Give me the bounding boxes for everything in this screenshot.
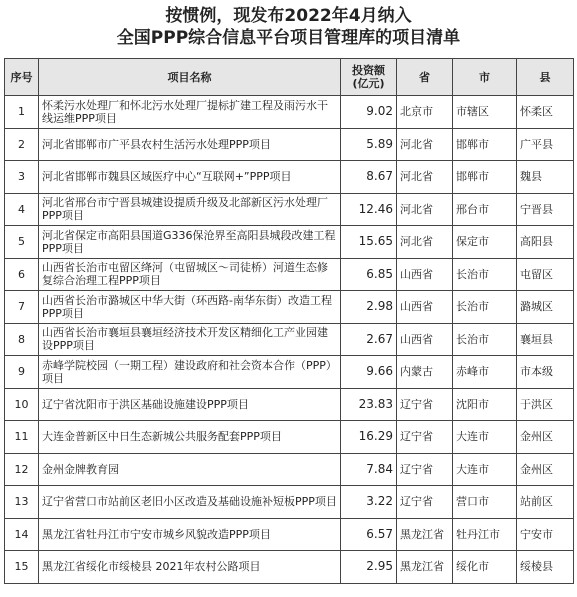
header-investment: 投资额(亿元): [341, 59, 397, 96]
cell-province: 河北省: [397, 193, 453, 226]
table-row: [5, 128, 574, 161]
cell-province: 河北省: [397, 128, 453, 161]
cell-city: 邯郸市: [453, 161, 517, 194]
table-row: [5, 258, 574, 291]
cell-province: 辽宁省: [397, 421, 453, 454]
table-header-row: [5, 59, 574, 96]
cell-no: 6: [5, 258, 39, 291]
cell-province: 北京市: [397, 96, 453, 129]
cell-project-name: 金州金牌教育园: [39, 453, 341, 486]
cell-no: 7: [5, 291, 39, 324]
cell-province: 山西省: [397, 258, 453, 291]
cell-county: 绥棱县: [517, 551, 574, 584]
cell-city: 牡丹江市: [453, 518, 517, 551]
cell-investment: 12.46: [341, 193, 397, 226]
cell-no: 15: [5, 551, 39, 584]
cell-city: 绥化市: [453, 551, 517, 584]
cell-county: 站前区: [517, 486, 574, 519]
cell-county: 宁安市: [517, 518, 574, 551]
cell-province: 黑龙江省: [397, 518, 453, 551]
table-row: [5, 96, 574, 129]
cell-investment: 9.66: [341, 356, 397, 389]
cell-project-name: 河北省邢台市宁晋县城建设提质升级及北部新区污水处理厂PPP项目: [39, 193, 341, 226]
cell-investment: 2.98: [341, 291, 397, 324]
table-row: [5, 193, 574, 226]
document-title: [0, 0, 577, 58]
cell-city: 邯郸市: [453, 128, 517, 161]
cell-city: 邢台市: [453, 193, 517, 226]
table-row: [5, 388, 574, 421]
cell-project-name: 河北省保定市高阳县国道G336保沧界至高阳县城段改建工程PPP项目: [39, 226, 341, 259]
cell-province: 河北省: [397, 161, 453, 194]
cell-city: 长治市: [453, 323, 517, 356]
cell-investment: 15.65: [341, 226, 397, 259]
cell-county: 市本级: [517, 356, 574, 389]
cell-investment: 2.95: [341, 551, 397, 584]
cell-project-name: 赤峰学院校园（一期工程）建设政府和社会资本合作（PPP）项目: [39, 356, 341, 389]
title-line-1: 按惯例，现发布2022年4月纳入: [165, 6, 412, 26]
cell-city: 市辖区: [453, 96, 517, 129]
table-row: [5, 518, 574, 551]
cell-no: 11: [5, 421, 39, 454]
cell-project-name: 山西省长治市屯留区绛河（屯留城区～司徒桥）河道生态修复综合治理工程PPP项目: [39, 258, 341, 291]
header-city: 市: [453, 59, 517, 96]
cell-county: 怀柔区: [517, 96, 574, 129]
cell-no: 1: [5, 96, 39, 129]
cell-project-name: 辽宁省营口市站前区老旧小区改造及基础设施补短板PPP项目: [39, 486, 341, 519]
cell-province: 河北省: [397, 226, 453, 259]
cell-investment: 23.83: [341, 388, 397, 421]
cell-county: 魏县: [517, 161, 574, 194]
cell-no: 13: [5, 486, 39, 519]
header-county: 县: [517, 59, 574, 96]
cell-no: 8: [5, 323, 39, 356]
header-no: 序号: [5, 59, 39, 96]
table-row: [5, 161, 574, 194]
table-row: [5, 421, 574, 454]
cell-province: 辽宁省: [397, 453, 453, 486]
cell-project-name: 怀柔污水处理厂和怀北污水处理厂提标扩建工程及雨污水干线运维PPP项目: [39, 96, 341, 129]
table-body: [5, 96, 574, 584]
table-row: [5, 356, 574, 389]
cell-investment: 5.89: [341, 128, 397, 161]
cell-investment: 8.67: [341, 161, 397, 194]
cell-city: 营口市: [453, 486, 517, 519]
cell-investment: 6.85: [341, 258, 397, 291]
cell-no: 5: [5, 226, 39, 259]
cell-city: 沈阳市: [453, 388, 517, 421]
cell-no: 9: [5, 356, 39, 389]
table-row: [5, 226, 574, 259]
cell-county: 金州区: [517, 453, 574, 486]
cell-project-name: 河北省邯郸市广平县农村生活污水处理PPP项目: [39, 128, 341, 161]
cell-investment: 16.29: [341, 421, 397, 454]
cell-project-name: 山西省长治市潞城区中华大街（环西路-南华东街）改造工程PPP项目: [39, 291, 341, 324]
cell-no: 14: [5, 518, 39, 551]
header-province: 省: [397, 59, 453, 96]
cell-investment: 9.02: [341, 96, 397, 129]
cell-province: 辽宁省: [397, 486, 453, 519]
cell-project-name: 黑龙江省牡丹江市宁安市城乡风貌改造PPP项目: [39, 518, 341, 551]
cell-city: 大连市: [453, 421, 517, 454]
header-name: 项目名称: [39, 59, 341, 96]
table-row: [5, 551, 574, 584]
cell-county: 宁晋县: [517, 193, 574, 226]
cell-investment: 7.84: [341, 453, 397, 486]
cell-project-name: 山西省长治市襄垣县襄垣经济技术开发区精细化工产业园建设PPP项目: [39, 323, 341, 356]
cell-investment: 2.67: [341, 323, 397, 356]
cell-county: 金州区: [517, 421, 574, 454]
cell-no: 12: [5, 453, 39, 486]
cell-county: 于洪区: [517, 388, 574, 421]
cell-project-name: 黑龙江省绥化市绥棱县 2021年农村公路项目: [39, 551, 341, 584]
cell-investment: 3.22: [341, 486, 397, 519]
cell-city: 赤峰市: [453, 356, 517, 389]
cell-province: 内蒙古: [397, 356, 453, 389]
cell-no: 10: [5, 388, 39, 421]
cell-project-name: 河北省邯郸市魏县区域医疗中心“互联网+”PPP项目: [39, 161, 341, 194]
cell-province: 山西省: [397, 291, 453, 324]
table-row: [5, 453, 574, 486]
cell-county: 潞城区: [517, 291, 574, 324]
cell-county: 襄垣县: [517, 323, 574, 356]
cell-no: 3: [5, 161, 39, 194]
cell-county: 高阳县: [517, 226, 574, 259]
cell-county: 屯留区: [517, 258, 574, 291]
cell-province: 辽宁省: [397, 388, 453, 421]
cell-project-name: 辽宁省沈阳市于洪区基础设施建设PPP项目: [39, 388, 341, 421]
project-table: [4, 58, 574, 584]
cell-no: 4: [5, 193, 39, 226]
cell-city: 保定市: [453, 226, 517, 259]
cell-city: 长治市: [453, 291, 517, 324]
cell-city: 长治市: [453, 258, 517, 291]
cell-project-name: 大连金普新区中日生态新城公共服务配套PPP项目: [39, 421, 341, 454]
title-line-2: 全国PPP综合信息平台项目管理库的项目清单: [116, 28, 461, 48]
cell-county: 广平县: [517, 128, 574, 161]
table-row: [5, 486, 574, 519]
cell-city: 大连市: [453, 453, 517, 486]
cell-province: 黑龙江省: [397, 551, 453, 584]
table-row: [5, 291, 574, 324]
cell-investment: 6.57: [341, 518, 397, 551]
table-row: [5, 323, 574, 356]
cell-no: 2: [5, 128, 39, 161]
cell-province: 山西省: [397, 323, 453, 356]
